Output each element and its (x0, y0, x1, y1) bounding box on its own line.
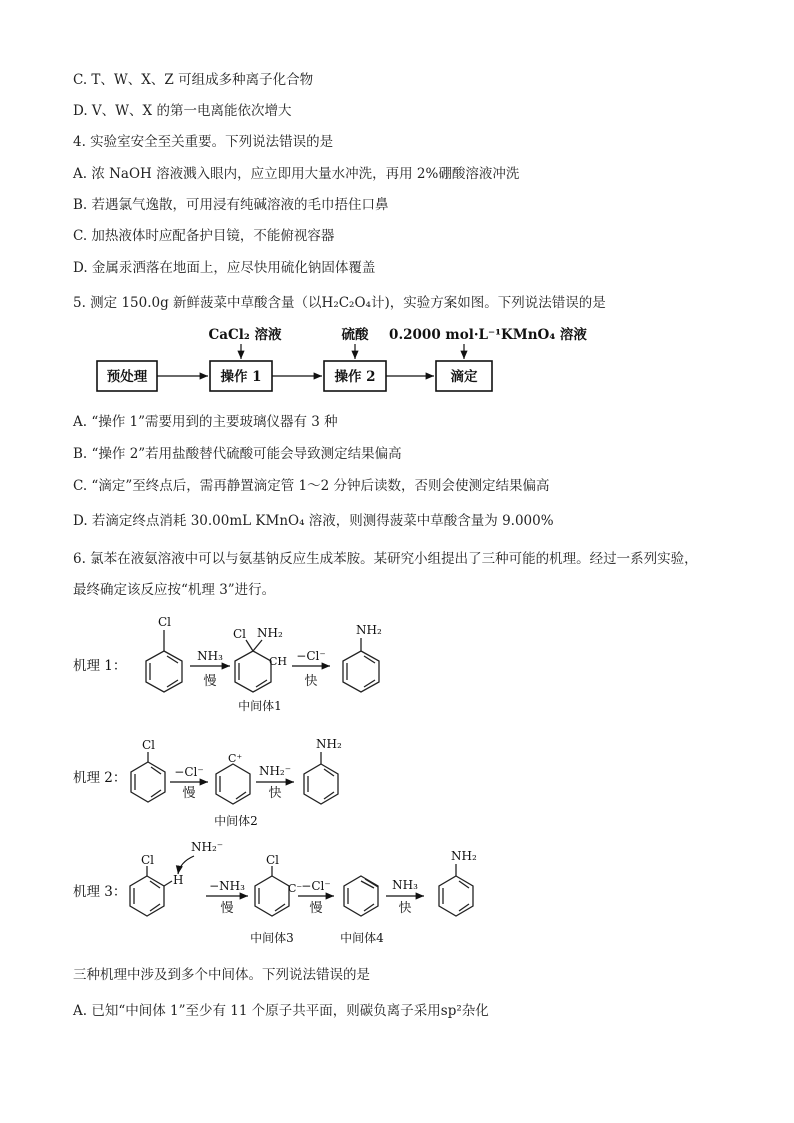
mech1-fast: 快 (304, 674, 318, 689)
q4-option-d: D. 金属汞洒落在地面上，应尽快用硫化钠固体覆盖 (73, 260, 376, 276)
flowchart (97, 326, 587, 391)
mech2-label: 机理 2： (73, 770, 127, 786)
mech3-minus-cl: −Cl⁻ (301, 879, 331, 893)
text-l1: C. T、W、X、Z 可组成多种离子化合物 (73, 72, 314, 88)
mech3-fast: 快 (398, 901, 412, 916)
mech1-product-nh2: NH₂ (356, 623, 382, 637)
int3-cl: Cl (266, 853, 280, 867)
q5-option-b: B. “操作 2”若用盐酸替代硫酸可能会导致测定结果偏高 (73, 446, 402, 462)
flow-box-op2: 操作 2 (334, 369, 376, 385)
q4-option-a: A. 浓 NaOH 溶液溅入眼内，应立即用大量水冲洗，再用 2%硼酸溶液冲洗 (73, 166, 520, 182)
question-6-stem: 三种机理中涉及到多个中间体。下列说法错误的是 (73, 967, 370, 983)
mechanism-2 (73, 737, 342, 828)
mech2-cl: Cl (142, 738, 156, 752)
q5-option-d: D. 若滴定终点消耗 30.00mL KMnO₄ 溶液，则测得菠菜中草酸含量为 9.000% (73, 513, 554, 529)
mech3-product-nh2: NH₂ (451, 849, 477, 863)
q5-option-a: A. “操作 1”需要用到的主要玻璃仪器有 3 种 (73, 414, 338, 430)
mech2-intermediate: 中间体2 (214, 814, 258, 828)
question-5: 5. 测定 150.0g 新鲜菠菜中草酸含量（以H₂C₂O₄计)，实验方案如图。下列说法错误的是 (73, 295, 606, 311)
mech3-slow2: 慢 (309, 901, 323, 916)
flow-box-pretreat: 预处理 (106, 369, 148, 385)
mech3-nh2minus: NH₂⁻ (191, 840, 224, 854)
mech3-slow1: 慢 (220, 901, 234, 916)
mech1-minus-cl: −Cl⁻ (296, 649, 326, 663)
mech1-reagent: NH₃ (197, 649, 223, 663)
flow-box-titration: 滴定 (450, 369, 478, 385)
mech3-h: H (173, 873, 184, 887)
mech2-nh2minus: NH₂⁻ (258, 764, 292, 778)
int2-cplus: C⁺ (228, 752, 243, 765)
text-l2: D. V、W、X 的第一电离能依次增大 (73, 103, 292, 119)
mech3-label: 机理 3： (73, 884, 127, 900)
mech1-slow: 慢 (203, 674, 217, 689)
mech3-intermediate4: 中间体4 (340, 931, 384, 945)
mech2-fast: 快 (268, 786, 282, 801)
mech2-product-nh2: NH₂ (316, 737, 342, 751)
mech1-intermediate: 中间体1 (238, 699, 282, 713)
flow-reagent-h2so4: 硫酸 (341, 327, 369, 343)
mech3-cl: Cl (141, 853, 155, 867)
mech1-label: 机理 1： (73, 658, 127, 674)
question-6-line2: 最终确定该反应按“机理 3”进行。 (73, 582, 276, 598)
int1-cl: Cl (233, 627, 247, 641)
mech3-intermediate3: 中间体3 (250, 931, 294, 945)
question-6-line1: 6. 氯苯在液氨溶液中可以与氨基钠反应生成苯胺。某研究小组提出了三种可能的机理。经过一系列实验， (73, 551, 698, 567)
mech1-cl: Cl (158, 615, 172, 629)
question-4: 4. 实验室安全至关重要。下列说法错误的是 (73, 134, 334, 150)
mech3-minus-nh3: −NH₃ (209, 879, 245, 893)
int1-nh2: NH₂ (257, 626, 283, 640)
q6-option-a: A. 已知“中间体 1”至少有 11 个原子共平面，则碳负离子采用sp²杂化 (73, 1003, 489, 1019)
q5-option-c: C. “滴定”至终点后，需再静置滴定管 1～2 分钟后读数，否则会使测定结果偏高 (73, 478, 550, 494)
mechanism-3 (73, 840, 477, 945)
flow-box-op1: 操作 1 (220, 369, 262, 385)
mech2-slow: 慢 (182, 786, 196, 801)
mech3-nh3: NH₃ (392, 878, 418, 892)
flow-reagent-cacl2: CaCl₂ 溶液 (208, 327, 282, 343)
q4-option-b: B. 若遇氯气逸散，可用浸有纯碱溶液的毛巾捂住口鼻 (73, 197, 389, 213)
int3-cminus: C⁻ (288, 882, 303, 895)
int1-ch: CH (269, 655, 288, 668)
mechanism-1 (73, 615, 382, 713)
q4-option-c: C. 加热液体时应配备护目镜，不能俯视容器 (73, 228, 335, 244)
mech2-minus-cl: −Cl⁻ (174, 765, 204, 779)
flow-reagent-kmno4: 0.2000 mol·L⁻¹KMnO₄ 溶液 (389, 327, 587, 343)
